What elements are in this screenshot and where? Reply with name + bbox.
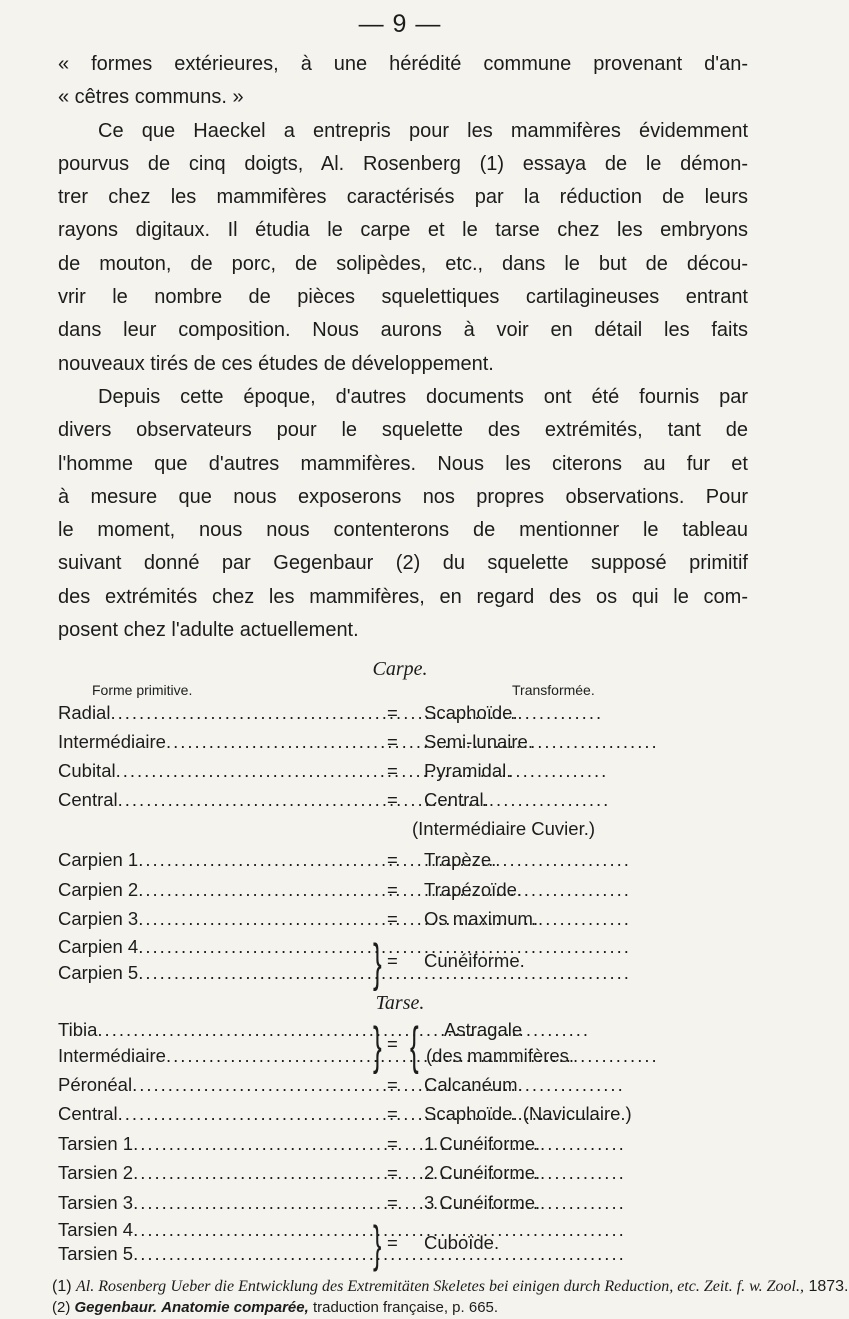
row-value: Trapézoïde. xyxy=(424,879,523,900)
equals-sign: = xyxy=(387,1133,398,1154)
carpe-title: Carpe. xyxy=(372,658,428,680)
equals-sign: = xyxy=(387,1074,398,1095)
text-line: à mesure que nous exposerons nos propres observations. Pour xyxy=(58,485,748,508)
equals-sign: = xyxy=(387,760,398,781)
text-line: dans leur composition. Nous aurons à voir en détail les faits xyxy=(58,319,748,342)
equals-sign: = xyxy=(387,731,398,752)
column-header-transformed: Transformée. xyxy=(512,682,595,698)
row-label: Carpien 3 ..... xyxy=(58,908,380,930)
footnote-title: Anatomie comparée, xyxy=(161,1299,309,1316)
row-label: Tarsien 1 ..... xyxy=(58,1133,380,1155)
column-header-primitive: Forme primitive. xyxy=(92,682,193,698)
equals-sign: = xyxy=(387,1232,398,1253)
row-label: Tibia ..... xyxy=(58,1019,372,1041)
body-text xyxy=(58,48,748,647)
equals-sign: = xyxy=(387,1103,398,1124)
footnote-number: (2) xyxy=(52,1299,71,1316)
text-line: suivant donné par Gegenbaur (2) du squelette supposé primitif xyxy=(58,552,748,575)
footnote-title: Ueber die Entwicklung des Extremitäten Skeletes bei einigen durch Reduction, etc. Zeit. f. w. Zool., xyxy=(170,1278,804,1295)
tarse-row xyxy=(58,1192,758,1222)
text-line: de mouton, de porc, de solipèdes, etc., dans le but de décou- xyxy=(58,252,748,275)
row-value: Scaphoïde. (Naviculaire.) xyxy=(424,1103,632,1124)
text-line: posent chez l'adulte actuellement. xyxy=(58,619,359,642)
row-value: Central. xyxy=(424,789,489,810)
row-value: 3 Cunéiforme. xyxy=(424,1192,541,1213)
tarse-group-row xyxy=(58,1243,758,1273)
row-label: Central ..... xyxy=(58,1103,380,1125)
equals-sign: = xyxy=(387,1162,398,1183)
text-line: trer chez les mammifères caractérisés par la réduction de leurs xyxy=(58,186,748,209)
row-label: Central ..... xyxy=(58,789,380,811)
equals-sign: = xyxy=(387,879,398,900)
row-label: Tarsien 2 ..... xyxy=(58,1162,380,1184)
carpe-row xyxy=(58,849,758,879)
row-label: Tarsien 4 ..... xyxy=(58,1219,372,1241)
group-value: Cuboïde. xyxy=(424,1232,500,1253)
text-line: divers observateurs pour le squelette des extrémités, tant de xyxy=(58,419,748,442)
text-line: Ce que Haeckel a entrepris pour les mammifères évidemment xyxy=(98,119,748,142)
row-label: Carpien 4 ..... xyxy=(58,936,372,958)
row-label: Intermédiaire ..... xyxy=(58,1045,372,1067)
row-value: Os maximum. xyxy=(424,908,539,929)
row-label: Tarsien 3 ..... xyxy=(58,1192,380,1214)
row-value: 2 Cunéiforme. xyxy=(424,1162,541,1183)
carpe-row xyxy=(58,789,758,819)
row-value: Scaphoïde. xyxy=(424,702,518,723)
right-brace: } xyxy=(373,1216,382,1272)
row-value: 1 Cunéiforme. xyxy=(424,1133,541,1154)
tarse-row xyxy=(58,1133,758,1163)
footnote-author: Gegenbaur. xyxy=(74,1299,158,1316)
row-label: Intermédiaire ..... xyxy=(58,731,380,753)
text-line: Depuis cette époque, d'autres documents ont été fournis par xyxy=(98,385,748,408)
footnote-author: Al. Rosenberg xyxy=(76,1278,167,1295)
row-value: Calcanéum. xyxy=(424,1074,523,1095)
footnote-1 xyxy=(52,1277,849,1296)
left-brace: { xyxy=(410,1017,419,1075)
equals-sign: = xyxy=(387,789,398,810)
row-label: Carpien 1 ..... xyxy=(58,849,380,871)
equals-sign: = xyxy=(387,1192,398,1213)
text-line: le moment, nous nous contenterons de mentionner le tableau xyxy=(58,519,748,542)
equals-sign: = xyxy=(387,950,398,971)
carpe-row xyxy=(58,702,758,732)
carpe-row xyxy=(58,879,758,909)
group-value: (des mammifères. xyxy=(426,1045,575,1066)
carpe-row xyxy=(58,908,758,938)
row-value: Semi-lunaire. xyxy=(424,731,533,752)
text-line: vrir le nombre de pièces squelettiques cartilagineuses entrant xyxy=(58,286,748,309)
row-label: Carpien 2 ..... xyxy=(58,879,380,901)
row-label: Péronéal ..... xyxy=(58,1074,380,1096)
tarse-title: Tarse. xyxy=(375,992,425,1014)
page-number: — 9 — xyxy=(358,10,442,38)
row-label: Tarsien 5 ..... xyxy=(58,1243,372,1265)
equals-sign: = xyxy=(387,702,398,723)
footnote-2 xyxy=(52,1298,762,1317)
footnote-rest: traduction française, p. 665. xyxy=(312,1299,499,1316)
tarse-row xyxy=(58,1074,758,1104)
carpe-group-row xyxy=(58,962,758,992)
text-line: pourvus de cinq doigts, Al. Rosenberg (1) essaya de le démon- xyxy=(58,152,748,175)
equals-sign: = xyxy=(387,908,398,929)
carpe-note-row xyxy=(58,818,758,848)
equals-sign: = xyxy=(387,849,398,870)
text-line: l'homme que d'autres mammifères. Nous les citerons au fur et xyxy=(58,452,748,475)
row-value: (Intermédiaire Cuvier.) xyxy=(412,818,596,839)
group-value: Cunéiforme. xyxy=(424,950,525,971)
right-brace: } xyxy=(373,934,382,992)
text-line: rayons digitaux. Il étudia le carpe et le tarse chez les embryons xyxy=(58,219,748,242)
text-line: « formes extérieures, à une hérédité commune provenant d'an- xyxy=(58,53,748,75)
row-label: Radial ..... xyxy=(58,702,380,724)
tarse-row xyxy=(58,1103,758,1133)
row-label: Cubital ..... xyxy=(58,760,380,782)
text-line: des extrémités chez les mammifères, en regard des os qui le com- xyxy=(58,585,748,608)
row-value: Pyramidal. xyxy=(424,760,512,781)
row-value: Trapèze. xyxy=(424,849,497,870)
group-value: Astragale xyxy=(444,1019,523,1040)
tarse-row xyxy=(58,1162,758,1192)
right-brace: } xyxy=(373,1017,382,1075)
text-line: nouveaux tirés de ces études de développement. xyxy=(58,352,494,375)
tarse-group-row xyxy=(58,1045,758,1075)
equals-sign: = xyxy=(387,1033,398,1054)
text-line: « cêtres communs. » xyxy=(58,86,244,109)
carpe-row xyxy=(58,760,758,790)
footnote-rest: 1873. xyxy=(808,1278,849,1295)
row-label: Carpien 5 ..... xyxy=(58,962,372,984)
footnote-number: (1) xyxy=(52,1278,72,1295)
carpe-row xyxy=(58,731,758,761)
